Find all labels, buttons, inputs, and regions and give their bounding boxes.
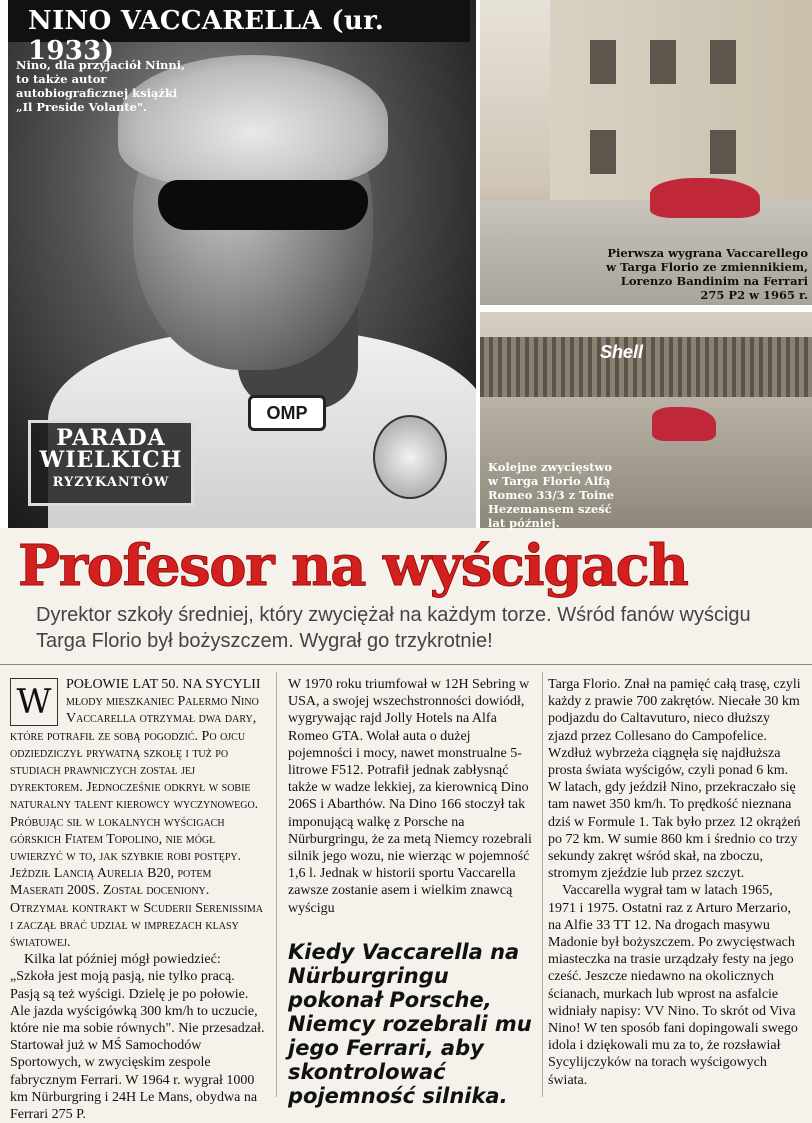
omp-logo: OMP [248, 395, 326, 431]
article-column-3 [548, 676, 803, 1089]
divider [0, 664, 812, 665]
ferrari-car [650, 178, 760, 218]
paragraph-4: Targa Florio. Znał na pamięć całą trasę, czyli każdy z prawie 700 zakrętów. Niecałe 30 km podjazdu do Caltavuturo, nieco dłuższy zjazd przez Collesano do Campofelice. Wzdłuż wybrzeża ciągnęła się najdłuższa prosta świata wyścigów, czyli ponad 6 km. W latach, gdy jeździł Nino, przekraczało się tam nawet 350 km/h. To prędkość nieznana dziś w Formule 1. Tak było przez 12 okrążeń po 72 km. W sumie 860 km i średnio co trzy sekundy zakręt wśród skał, na zboczu, stromym zjeździe lub przez szczyt. [548, 677, 801, 882]
paragraph-2: Kilka lat później mógł powiedzieć: „Szkoła jest moją pasją, nie tylko pracą. Pasją są też wyścigi. Dzielę je po połowie. Ale jazda wyścigówką 300 km/h to uczucie, które nie ma sobie równych". Nie przesadzał. Startował już w MŚ Samochodów Sportowych, w zwycięskim zespole fabrycznym Ferrari. W 1964 r. wygrał 1000 km Nürburgring i 24H Le Mans, obydwa na Ferrari 275 P. [10, 952, 265, 1123]
series-badge-line3: RYZYKANTÓW [52, 475, 170, 490]
race-photo-1965 [480, 0, 812, 305]
pull-quote: Kiedy Vaccarella na Nürburgringu pokonał Porsche, Niemcy rozebrali mu jego Ferrari, aby skontrolować pojemność silnika. [288, 940, 532, 1108]
article-lead: Dyrektor szkoły średniej, który zwyciężał na każdym torze. Wśród fanów wyścigu Targa Florio był bożyszczem. Wygrał go trzykrotnie! [36, 604, 751, 652]
building-window [710, 40, 736, 84]
person-name-title: NINO VACCARELLA (ur. 1933) [28, 6, 385, 66]
shell-sign: Shell [600, 342, 644, 362]
building-window [590, 40, 616, 84]
article-headline: Profesor na wyścigach [18, 533, 688, 599]
article-column-2 [288, 676, 536, 917]
title-bar [8, 0, 470, 66]
paragraph-5: Vaccarella wygrał tam w latach 1965, 1971 i 1975. Ostatni raz z Arturo Merzario, na Alfie 33 TT 12. Na drogach masywu Madonie był bożyszczem. Po zwycięstwach miasteczka na trasie urządzały festy na jego cześć. Jeszcze niedawno na okolicznych ścianach, murkach lub wprost na asfalcie widniały napisy: VV Nino. To skrót od Viva Nino! W ten sposób fani dopingowali swego idola i dziękowali mu za to, że rozsławiał Sycylijczyków na torach wyścigowych świata. [548, 883, 798, 1088]
portrait-caption: Nino, dla przyjaciół Ninni, to także autor autobiograficznej książki „Il Preside Volante". [16, 58, 186, 114]
building-window [650, 40, 676, 84]
paragraph-3: W 1970 roku triumfował w 12H Sebring w USA, a swojej wszechstronności dowiódł, wygrywając rajd Jolly Hotels na Alfa Romeo GTA. Wolał auta o dużej pojemności i mocy, nawet monstrualne 5-litrowe F512. Potrafił jednak zabłysnąć także w wadze lekkiej, za kierownicą Dino 206S i Abarthów. Na Dino 166 stoczył tak imponującą walkę z Porsche na Nürburgringu, że za metą Niemcy rozebrali silnik jego wozu, nie wierząc w pojemność 1,6 l. Jednak w historii sportu Vaccarella zawsze zostanie asem i wielkim znawcą wyścigu [288, 677, 532, 916]
race-1965-caption: Pierwsza wygrana Vaccarellego w Targa Florio ze zmiennikiem, Lorenzo Bandinim na Ferrari 275 P2 w 1965 r. [606, 246, 808, 302]
building-window [710, 130, 736, 174]
paragraph-1 [10, 676, 265, 951]
column-divider [276, 672, 277, 1097]
article-column-1 [10, 676, 265, 1123]
spectator-crowd [480, 337, 812, 397]
race-1971-caption: Kolejne zwycięstwo w Targa Florio Alfą Romeo 33/3 z Toine Hezemansem sześć lat później. [488, 460, 615, 530]
paragraph-1-text: POŁOWIE LAT 50. NA SYCYLII młody mieszkaniec Palermo Nino Vaccarella otrzymał dwa dary, które potrafił ze sobą pogodzić. Po ojcu odziedziczył prywatną szkołę i tuż po studiach prawniczych został jej dyrektorem. Jednocześnie odkrył w sobie naturalny talent kierowcy wyczynowego. Próbując sił w lokalnych wyścigach górskich Fiatem Topolino, nie mógł uwierzyć w to, jak szybkie robi postępy. Jeździł Lancią Aurelia B20, potem Maserati 200S. Został doceniony. Otrzymał kontrakt w Scuderii Serenissima i zaczął brać udział w imprezach klasy światowej. [10, 677, 264, 951]
series-badge [28, 420, 194, 506]
series-badge-line2: WIELKICH [39, 447, 183, 473]
photo-area [0, 0, 812, 528]
drop-cap: W [10, 678, 58, 726]
column-divider [542, 672, 543, 1097]
sunglasses [158, 180, 368, 230]
series-badge-line1: PARADA [56, 425, 166, 451]
alfa-romeo-car [652, 407, 716, 441]
building-window [590, 130, 616, 174]
alfa-badge [373, 415, 447, 499]
